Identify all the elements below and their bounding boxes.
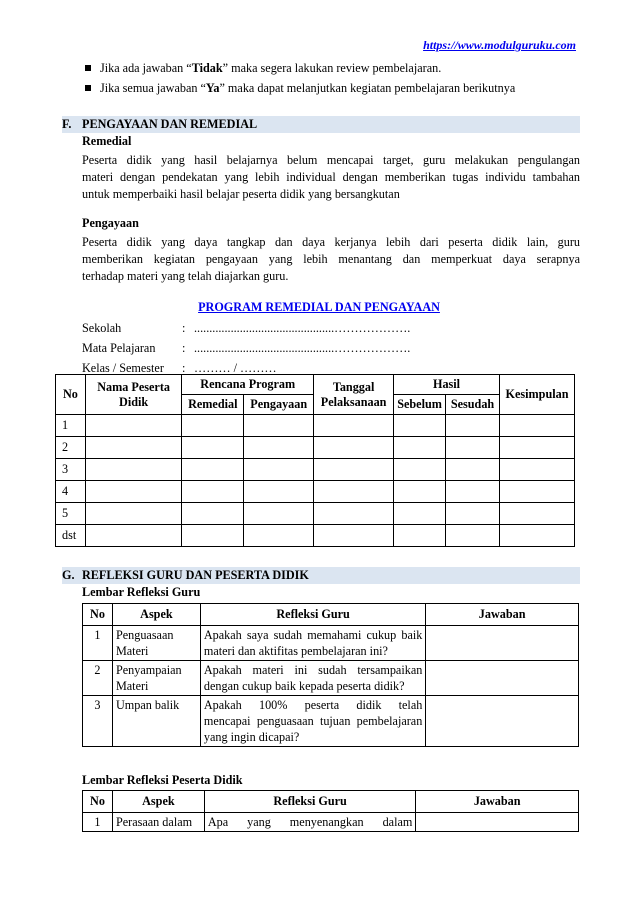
- info-separator: :: [182, 361, 186, 375]
- header-refleksi: Refleksi Guru: [204, 791, 416, 813]
- header-aspek: Aspek: [112, 604, 200, 626]
- remedial-paragraph: [82, 152, 580, 203]
- table-row: [83, 813, 579, 832]
- info-value: ……… / ………: [194, 361, 277, 375]
- row-refleksi: Apa yang menyenangkan dalam: [204, 813, 416, 832]
- row-refleksi: Apakah 100% peserta didik telah mencapai penguasaan tujuan pembelajaran yang ingin dicapai?: [200, 696, 425, 747]
- row-no: 4: [56, 481, 86, 503]
- row-no: 3: [56, 459, 86, 481]
- header-jawaban: Jawaban: [426, 604, 579, 626]
- header-rencana: Rencana Program: [182, 375, 314, 395]
- pengayaan-paragraph: [82, 234, 580, 285]
- bullet-text-post: ” maka dapat melanjutkan kegiatan pembelajaran berikutnya: [219, 81, 516, 95]
- pengayaan-line: terhadap materi yang telah diajarkan guru.: [82, 269, 289, 283]
- row-aspek: Umpan balik: [112, 696, 200, 747]
- table-row: [83, 696, 579, 747]
- row-aspek: Penguasaan Materi: [112, 626, 200, 661]
- bullet-text-post: ” maka segera lakukan review pembelajaran.: [222, 61, 442, 75]
- guru-reflection-title: Lembar Refleksi Guru: [82, 585, 201, 599]
- table-row: [56, 481, 575, 503]
- bullet-text-pre: Jika semua jawaban “: [100, 81, 206, 95]
- info-label: Mata Pelajaran: [82, 341, 156, 355]
- bullet-text-strong: Ya: [205, 81, 220, 95]
- row-jawaban[interactable]: [426, 696, 579, 747]
- table-row: [56, 415, 575, 437]
- header-nama: Nama Peserta Didik: [85, 375, 181, 415]
- section-f-letter: F.: [62, 117, 72, 131]
- row-refleksi: Apakah saya sudah memahami cukup baik materi dan aktifitas pembelajaran ini?: [200, 626, 425, 661]
- remedial-title: Remedial: [82, 134, 132, 148]
- program-info: [82, 318, 502, 378]
- bullet-text-pre: Jika ada jawaban “: [100, 61, 192, 75]
- header-hasil: Hasil: [394, 375, 500, 395]
- table-row: [56, 525, 575, 547]
- section-g-letter: G.: [62, 568, 75, 582]
- row-no: dst: [56, 525, 86, 547]
- siswa-reflection-table: [82, 790, 579, 832]
- header-no: No: [83, 604, 113, 626]
- row-no: 2: [83, 661, 113, 696]
- row-jawaban[interactable]: [416, 813, 579, 832]
- guru-reflection-table: [82, 603, 579, 747]
- pengayaan-line: Peserta didik yang daya tangkap dan daya kerjanya lebih dari peserta didik lain, guru: [82, 235, 580, 249]
- header-pengayaan: Pengayaan: [244, 395, 314, 415]
- header-tanggal: Tanggal Pelaksanaan: [314, 375, 394, 415]
- info-value: ..............................................……………….: [194, 341, 411, 355]
- header-sesudah: Sesudah: [446, 395, 500, 415]
- header-sebelum: Sebelum: [394, 395, 446, 415]
- row-no: 5: [56, 503, 86, 525]
- row-no: 1: [83, 813, 113, 832]
- info-label: Kelas / Semester: [82, 361, 164, 375]
- bullet-item: [80, 78, 580, 98]
- info-row-mapel: [82, 338, 502, 358]
- info-label: Sekolah: [82, 321, 122, 335]
- section-g-heading: [62, 567, 580, 584]
- table-row: [83, 626, 579, 661]
- table-row: [56, 503, 575, 525]
- row-no: 1: [56, 415, 86, 437]
- row-no: 3: [83, 696, 113, 747]
- header-remedial: Remedial: [182, 395, 244, 415]
- bullet-list: [80, 58, 580, 98]
- table-row: [56, 459, 575, 481]
- header-kesimpulan: Kesimpulan: [500, 375, 575, 415]
- siswa-reflection-title: Lembar Refleksi Peserta Didik: [82, 773, 243, 787]
- row-refleksi: Apakah materi ini sudah tersampaikan dengan cukup baik kepada peserta didik?: [200, 661, 425, 696]
- row-jawaban[interactable]: [426, 626, 579, 661]
- row-aspek: Perasaan dalam: [112, 813, 204, 832]
- info-separator: :: [182, 321, 186, 335]
- header-jawaban: Jawaban: [416, 791, 579, 813]
- header-no: No: [56, 375, 86, 415]
- remedial-program-table: [55, 374, 575, 547]
- info-row-sekolah: [82, 318, 502, 338]
- section-f-heading: [62, 116, 580, 133]
- pengayaan-title: Pengayaan: [82, 216, 139, 230]
- info-separator: :: [182, 341, 186, 355]
- table-row: [56, 437, 575, 459]
- header-no: No: [83, 791, 113, 813]
- bullet-item: [80, 58, 580, 78]
- remedial-line: Peserta didik yang hasil belajarnya belum mencapai target, guru melakukan pengulangan: [82, 153, 580, 167]
- bullet-text-strong: Tidak: [191, 61, 223, 75]
- row-no: 1: [83, 626, 113, 661]
- row-no: 2: [56, 437, 86, 459]
- remedial-line: materi dengan pendekatan yang lebih individual dengan memberikan tugas individu tambahan: [82, 170, 580, 184]
- remedial-line: untuk memperbaiki hasil belajar peserta didik yang bersangkutan: [82, 187, 400, 201]
- program-title: PROGRAM REMEDIAL DAN PENGAYAAN: [198, 300, 440, 314]
- row-jawaban[interactable]: [426, 661, 579, 696]
- header-url[interactable]: https://www.modulguruku.com: [423, 38, 576, 52]
- header-refleksi: Refleksi Guru: [200, 604, 425, 626]
- section-f-title: PENGAYAAN DAN REMEDIAL: [82, 117, 258, 131]
- section-g-title: REFLEKSI GURU DAN PESERTA DIDIK: [82, 568, 309, 582]
- pengayaan-line: memberikan kegiatan pengayaan yang lebih menantang dan memperkuat daya serapnya: [82, 252, 580, 266]
- table-row: [83, 661, 579, 696]
- info-value: ..............................................……………….: [194, 321, 411, 335]
- header-aspek: Aspek: [112, 791, 204, 813]
- row-aspek: Penyampaian Materi: [112, 661, 200, 696]
